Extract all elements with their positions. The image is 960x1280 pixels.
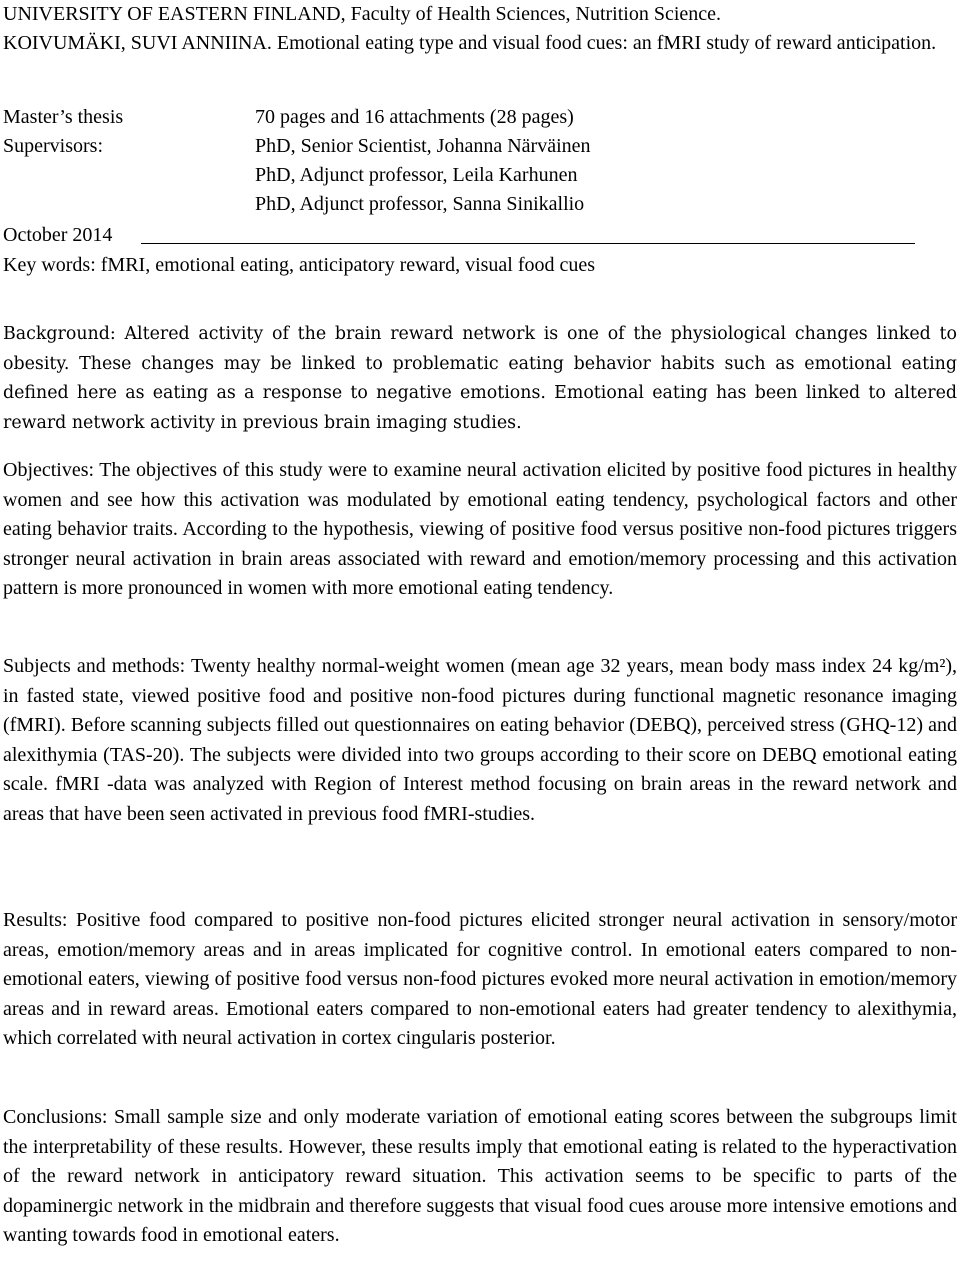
supervisor-row (3, 161, 957, 190)
abstract-page (3, 0, 957, 1246)
supervisor-row (3, 132, 957, 161)
conclusions-paragraph: Conclusions: Small sample size and only moderate variation of emotional eating scores between the subgroups limit the interpretability of these results. However, these results imply that emotional eating is related to the hyperactivation of the reward network in anticipatory reward situation. This activation seems to be specific to parts of the dopaminergic network in the midbrain and therefore suggests that visual food cues arouse more intensive emotions and wanting towards food in emotional eaters. (3, 1106, 957, 1246)
thesis-value: 70 pages and 16 attachments (28 pages) (255, 106, 574, 128)
date-row (3, 221, 915, 250)
objectives-paragraph: Objectives: The objectives of this study were to examine neural activation elicited by positive food pictures in healthy women and see how this activation was modulated by emotional eating tendency, psychological factors and other eating behavior traits. According to the hypothesis, viewing of positive food versus positive non-food pictures triggers stronger neural activation in brain areas associated with reward and emotion/memory processing and this activation pattern is more pronounced in women with more emotional eating tendency. (3, 459, 957, 599)
author-title-line: KOIVUMÄKI, SUVI ANNIINA. Emotional eating type and visual food cues: an fMRI study of reward anticipation. (3, 32, 937, 54)
supervisor-row (3, 190, 957, 219)
thesis-meta (3, 103, 957, 219)
supervisor-name: PhD, Senior Scientist, Johanna Närväinen (255, 135, 591, 157)
keywords: Key words: fMRI, emotional eating, anticipatory reward, visual food cues (3, 254, 596, 276)
thesis-row (3, 103, 957, 132)
thesis-date: October 2014 (3, 224, 113, 246)
header (3, 0, 957, 58)
date-underline (141, 243, 915, 244)
supervisors-label: Supervisors: (3, 135, 103, 157)
university-line: UNIVERSITY OF EASTERN FINLAND, Faculty of Health Sciences, Nutrition Science. (3, 3, 722, 25)
supervisor-name: PhD, Adjunct professor, Leila Karhunen (255, 164, 578, 186)
background-paragraph: Background: Altered activity of the brain reward network is one of the physiological changes linked to obesity. These changes may be linked to problematic eating behavior habits such as emotional eating defined here as eating as a response to negative emotions. Emotional eating has been linked to altered reward network activity in previous brain imaging studies. (3, 324, 957, 433)
supervisor-name: PhD, Adjunct professor, Sanna Sinikallio (255, 193, 585, 215)
methods-paragraph: Subjects and methods: Twenty healthy normal-weight women (mean age 32 years, mean body mass index 24 kg/m²), in fasted state, viewed positive food and positive non-food pictures during functional magnetic resonance imaging (fMRI). Before scanning subjects filled out questionnaires on eating behavior (DEBQ), perceived stress (GHQ-12) and alexithymia (TAS-20). The subjects were divided into two groups according to their score on DEBQ emotional eating scale. fMRI -data was analyzed with Region of Interest method focusing on brain areas in the reward network and areas that have been seen activated in previous food fMRI-studies. (3, 655, 957, 825)
results-paragraph: Results: Positive food compared to positive non-food pictures elicited stronger neural activation in sensory/motor areas, emotion/memory areas and in areas implicated for cognitive control. In emotional eaters compared to non-emotional eaters, viewing of positive food versus non-food pictures evoked more neural activation in emotion/memory areas and in reward areas. Emotional eaters compared to non-emotional eaters had greater tendency to alexithymia, which correlated with neural activation in cortex cingularis posterior. (3, 909, 957, 1049)
thesis-label: Master’s thesis (3, 106, 124, 128)
